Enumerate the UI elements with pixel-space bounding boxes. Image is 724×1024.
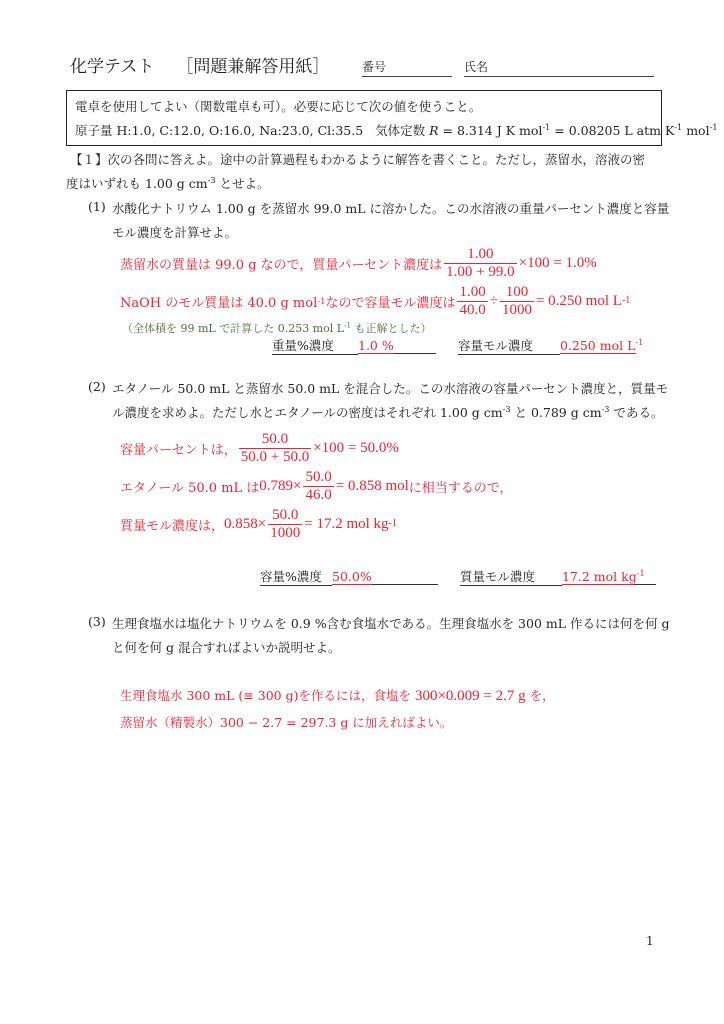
answer-text: なので容量モル濃度は xyxy=(325,295,456,311)
superscript: -1 xyxy=(709,121,718,132)
answer-math: ×100 = 1.0% xyxy=(518,254,597,271)
test-subtitle: ［問題兼解答用紙］ xyxy=(176,57,330,77)
fraction xyxy=(500,284,534,318)
instructions-line-1: 電卓を使用してよい（関数電卓も可）。必要に応じて次の値を使うこと。 xyxy=(75,99,482,114)
answer-label: 容量%濃度 xyxy=(260,567,332,586)
instructions-box xyxy=(66,90,718,146)
page-title xyxy=(70,52,329,77)
gas-constant-value-3: mol xyxy=(682,123,710,138)
q2-answer-line-3: 質量モル濃度は， 0.858× $\frac{50.0}{1000}$ = 17.2 mol kg -1 xyxy=(120,507,397,541)
denominator: 1000 xyxy=(270,524,301,541)
answer-math: ×100 = 50.0% xyxy=(313,439,399,456)
q2-text-line-1: エタノール 50.0 mL と蒸留水 50.0 mL を混合した。この水溶液の容量パーセント濃度と，質量モ xyxy=(112,381,669,396)
gas-constant-symbol: R xyxy=(429,123,439,138)
answer-value-field[interactable]: 50.0% xyxy=(332,569,372,584)
q1-answer-row xyxy=(272,336,644,355)
q1-grading-note xyxy=(122,320,432,336)
q2-answer-row xyxy=(260,567,656,586)
student-name-field[interactable] xyxy=(464,58,654,77)
intro-text: 度はいずれも 1.00 g cm xyxy=(66,176,208,191)
student-number-field[interactable] xyxy=(362,58,452,77)
fraction xyxy=(457,284,487,318)
fraction xyxy=(444,246,516,280)
gas-constant-value-2: = 0.08205 L atm K xyxy=(550,123,675,138)
note-text: も正解とした） xyxy=(351,322,432,335)
answer-value: 17.2 mol kg xyxy=(561,569,637,584)
q1-number: (1) xyxy=(88,199,106,214)
section-1-intro-line-2 xyxy=(66,174,270,192)
q3-text-line-1: 生理食塩水は塩化ナトリウムを 0.9 %含む食塩水である。生理食塩水を 300 mL 作るには何を何 g xyxy=(112,616,670,631)
answer-math: 300×0.009 = 2.7 g xyxy=(414,688,526,704)
q1-answer-line-2: NaOH のモル質量は 40.0 g mol -1 なので容量モル濃度は $\frac{1.00}{40.0}$ ÷ $\frac{100}{1000}$ = 0.250 mol L -1 xyxy=(120,284,631,318)
fraction xyxy=(303,469,333,503)
gas-constant-value-1: = 8.314 J K mol xyxy=(438,123,543,138)
answer-text: 蒸留水の質量は 99.0 g なので，質量パーセント濃度は xyxy=(120,257,443,273)
q2-answer-line-1 xyxy=(120,431,399,465)
question-text: と 0.789 g cm xyxy=(510,405,602,420)
superscript: -1 xyxy=(542,121,551,132)
answer-value-field[interactable] xyxy=(561,567,645,585)
q3-answer-line-2: 蒸留水（精製水）300 − 2.7 = 297.3 g に加えればよい。 xyxy=(120,715,453,730)
intro-text: とせよ。 xyxy=(215,176,270,191)
denominator: 46.0 xyxy=(305,486,332,503)
gas-constant-label: 気体定数 xyxy=(375,123,426,138)
superscript: -1 xyxy=(635,336,644,347)
denominator: 50.0 + 50.0 xyxy=(240,448,310,465)
answer-math: = 17.2 mol kg xyxy=(304,515,389,532)
q2-answer-line-2 xyxy=(120,469,513,503)
answer-underline xyxy=(372,569,438,585)
numerator: 50.0 xyxy=(261,431,289,447)
answer-text: 生理食塩水 300 mL (≡ 300 g)を作るには，食塩を xyxy=(120,688,411,703)
numerator: 50.0 xyxy=(272,507,299,523)
q1-text-line-2: モル濃度を計算せよ。 xyxy=(112,225,238,240)
answer-math: = 0.250 mol L xyxy=(535,292,622,309)
answer-value-field[interactable]: 1.0 % xyxy=(358,338,394,353)
answer-underline xyxy=(634,569,656,585)
answer-text: 質量モル濃度は， xyxy=(120,518,225,534)
q3-number: (3) xyxy=(88,614,106,629)
q2-number: (2) xyxy=(88,379,106,394)
question-text: である。 xyxy=(609,405,664,420)
superscript: -1 xyxy=(674,121,683,132)
superscript: -3 xyxy=(502,403,511,414)
denominator: 1000 xyxy=(501,301,532,318)
constants-line xyxy=(75,121,717,139)
student-name-label: 氏名 xyxy=(464,60,489,74)
note-text: （全体積を 99 mL で計算した 0.253 mol L xyxy=(122,322,345,335)
superscript: -1 xyxy=(636,567,645,578)
denominator: 40.0 xyxy=(459,301,486,318)
numerator: 1.00 xyxy=(467,246,494,262)
answer-value: 0.250 mol L xyxy=(559,338,636,353)
superscript: -3 xyxy=(207,174,216,185)
answer-math: 0.858× xyxy=(224,515,267,532)
q1-text-line-1: 水酸化ナトリウム 1.00 g を蒸留水 99.0 mL に溶かした。この水溶液の重量パーセント濃度と容量 xyxy=(112,201,670,216)
q3-answer-line-1 xyxy=(120,686,555,705)
atomic-weights: 原子量 H:1.0, C:12.0, O:16.0, Na:23.0, Cl:35.5 xyxy=(75,123,364,138)
numerator: 1.00 xyxy=(459,284,486,300)
answer-label: 容量モル濃度 xyxy=(458,336,560,355)
answer-text: NaOH のモル質量は 40.0 g mol xyxy=(120,295,318,311)
answer-value-field[interactable] xyxy=(559,336,644,354)
numerator: 100 xyxy=(505,284,529,300)
q2-text-line-2 xyxy=(112,403,663,421)
answer-text: を， xyxy=(529,688,555,703)
answer-underline xyxy=(394,338,436,354)
answer-label: 重量%濃度 xyxy=(272,336,358,355)
answer-math: 0.789× xyxy=(259,477,302,494)
intro-text: 次の各問に答えよ。途中の計算過程もわかるように解答を書くこと。ただし，蒸留水，溶液の密 xyxy=(107,152,646,167)
fraction xyxy=(239,431,311,465)
denominator: 1.00 + 99.0 xyxy=(446,263,515,280)
q1-answer-line-1 xyxy=(120,246,597,280)
section-1-intro-line-1 xyxy=(70,150,645,168)
answer-text: エタノール 50.0 mL は xyxy=(120,480,260,496)
q3-text-line-2: と何を何 g 混合すればよいか説明せよ。 xyxy=(112,640,341,655)
student-number-label: 番号 xyxy=(362,60,387,74)
section-1-heading: 【１】 xyxy=(70,152,108,167)
answer-text: に相当するので， xyxy=(408,480,513,496)
answer-label: 質量モル濃度 xyxy=(460,567,562,586)
answer-text: 容量パーセントは， xyxy=(120,442,237,458)
superscript: -3 xyxy=(601,403,610,414)
question-text: ル濃度を求めよ。ただし水とエタノールの密度はそれぞれ 1.00 g cm xyxy=(112,405,503,420)
numerator: 50.0 xyxy=(305,469,332,485)
page-number: 1 xyxy=(646,934,654,948)
fraction xyxy=(268,507,302,541)
superscript: -1 xyxy=(344,320,352,330)
divide-sign: ÷ xyxy=(489,292,498,309)
answer-math: = 0.858 mol xyxy=(335,477,409,494)
test-title: 化学テスト xyxy=(70,57,155,77)
